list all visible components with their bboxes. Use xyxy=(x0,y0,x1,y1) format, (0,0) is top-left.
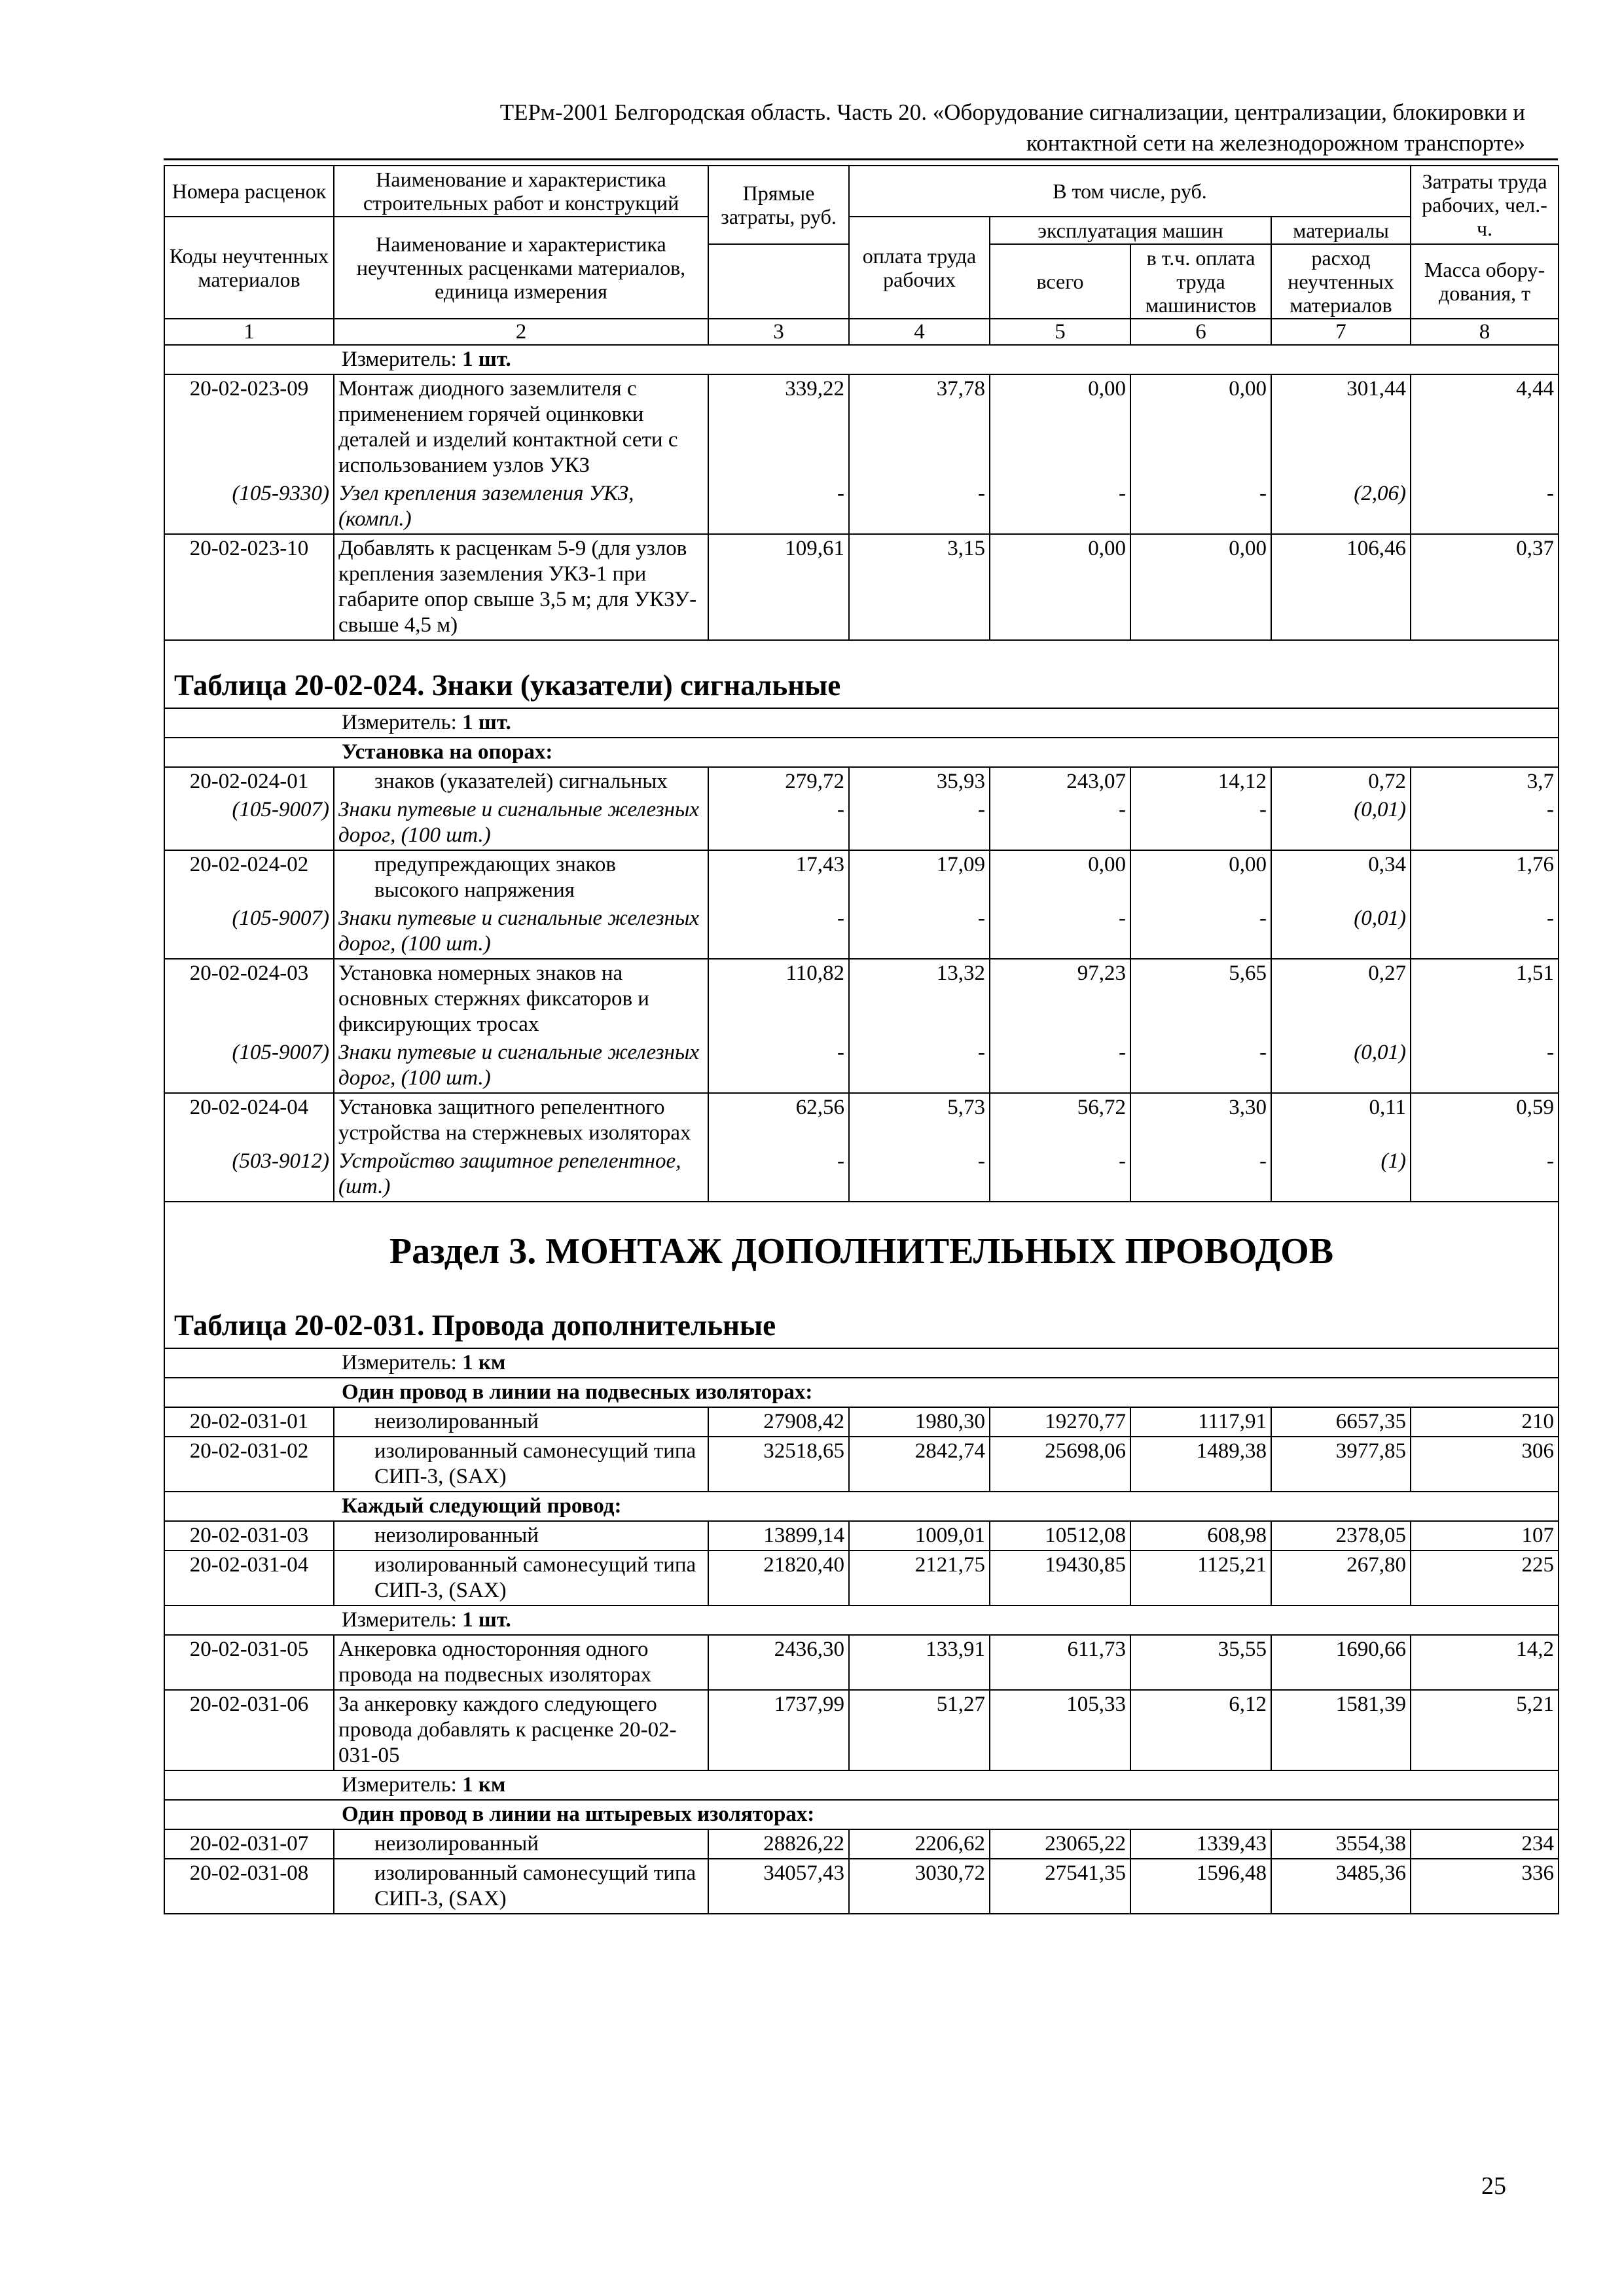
work-name xyxy=(334,959,708,1039)
work-name xyxy=(334,1690,708,1770)
col-operators-pay: в т.ч. оплата труда машинистов xyxy=(1130,244,1271,319)
measure-unit: 1 шт. xyxy=(462,711,511,734)
rate-row xyxy=(164,534,1559,640)
direct-costs-value: 13899,14 xyxy=(708,1521,849,1551)
col-material-codes: Коды неучтенных материалов xyxy=(164,217,334,319)
direct-costs-value: 1737,99 xyxy=(708,1690,849,1770)
material-name xyxy=(334,1147,708,1202)
materials-value: (2,06) xyxy=(1271,480,1411,534)
materials-value: 3485,36 xyxy=(1271,1859,1411,1914)
workers-pay-value: 3030,72 xyxy=(849,1859,990,1914)
col-labor-costs: Затраты труда рабочих, чел.-ч. xyxy=(1411,166,1559,244)
column-number: 3 xyxy=(708,319,849,345)
description-text: Монтаж диодного заземлителя с применением горячей оцинковки деталей и изделий контактной сети с использованием узлов УКЗ xyxy=(338,377,678,477)
rate-code: 20-02-024-03 xyxy=(164,959,334,1039)
direct-costs-value: 28826,22 xyxy=(708,1829,849,1859)
operators-pay-value: - xyxy=(1130,796,1271,850)
machines-total-value: 19270,77 xyxy=(990,1407,1130,1437)
measure-cell xyxy=(164,708,1559,738)
direct-costs-value: 109,61 xyxy=(708,534,849,640)
rate-row xyxy=(164,1093,1559,1147)
operators-pay-value: - xyxy=(1130,905,1271,959)
rate-code: 20-02-031-07 xyxy=(164,1829,334,1859)
direct-costs-value: 17,43 xyxy=(708,850,849,905)
col-direct-costs: Прямые затраты, руб. xyxy=(708,166,849,244)
work-name xyxy=(334,850,708,905)
workers-pay-value: 37,78 xyxy=(849,374,990,480)
workers-pay-value: 2842,74 xyxy=(849,1437,990,1492)
labor-costs-value: - xyxy=(1411,905,1559,959)
measure-row xyxy=(164,345,1559,374)
measure-label: Измеритель: xyxy=(342,1773,457,1797)
header-rule xyxy=(164,158,1558,160)
direct-costs-value: - xyxy=(708,1039,849,1093)
materials-value: 267,80 xyxy=(1271,1551,1411,1605)
labor-costs-value: - xyxy=(1411,1147,1559,1202)
subheading: Установка на опорах: xyxy=(164,738,1559,767)
workers-pay-value: 35,93 xyxy=(849,767,990,796)
work-name xyxy=(334,1551,708,1605)
workers-pay-value: 17,09 xyxy=(849,850,990,905)
rate-code: 20-02-031-05 xyxy=(164,1635,334,1690)
work-name xyxy=(334,1521,708,1551)
running-header xyxy=(164,97,1525,158)
rate-code: 20-02-031-08 xyxy=(164,1859,334,1914)
workers-pay-value: 51,27 xyxy=(849,1690,990,1770)
rates-table xyxy=(164,165,1559,1914)
labor-costs-value: 210 xyxy=(1411,1407,1559,1437)
work-name xyxy=(334,1829,708,1859)
operators-pay-value: 3,30 xyxy=(1130,1093,1271,1147)
materials-value: 106,46 xyxy=(1271,534,1411,640)
materials-value: 1581,39 xyxy=(1271,1690,1411,1770)
col-material-consumption: расход неучтенных материалов xyxy=(1271,244,1411,319)
rate-code: 20-02-023-10 xyxy=(164,534,334,640)
materials-value: 0,11 xyxy=(1271,1093,1411,1147)
labor-costs-value: - xyxy=(1411,1039,1559,1093)
description-text: Знаки путевые и сигнальные железных дорог, (100 шт.) xyxy=(338,1041,700,1090)
operators-pay-value: 6,12 xyxy=(1130,1690,1271,1770)
description-text: предупреждающих знаков высокого напряжения xyxy=(374,853,616,902)
operators-pay-value: 14,12 xyxy=(1130,767,1271,796)
table-title-row xyxy=(164,640,1559,708)
materials-value: (0,01) xyxy=(1271,905,1411,959)
materials-value: 6657,35 xyxy=(1271,1407,1411,1437)
workers-pay-value: - xyxy=(849,905,990,959)
machines-total-value: - xyxy=(990,905,1130,959)
measure-label: Измеритель: xyxy=(342,711,457,734)
material-row xyxy=(164,796,1559,850)
machines-total-value: 27541,35 xyxy=(990,1859,1130,1914)
measure-cell xyxy=(164,1348,1559,1378)
table-head xyxy=(164,166,1559,345)
machines-total-value: 0,00 xyxy=(990,374,1130,480)
work-name xyxy=(334,534,708,640)
description-text: неизолированный xyxy=(374,1524,539,1547)
material-code: (503-9012) xyxy=(164,1147,334,1202)
material-row xyxy=(164,1147,1559,1202)
section-title-row xyxy=(164,1202,1559,1281)
rate-code: 20-02-031-03 xyxy=(164,1521,334,1551)
machines-total-value: 25698,06 xyxy=(990,1437,1130,1492)
rate-row xyxy=(164,1635,1559,1690)
workers-pay-value: - xyxy=(849,1039,990,1093)
description-text: Добавлять к расценкам 5-9 (для узлов крепления заземления УКЗ-1 при габарите опор свыше 3,5 м; для УКЗУ-свыше 4,5 м) xyxy=(338,537,697,637)
column-number: 1 xyxy=(164,319,334,345)
work-name xyxy=(334,1635,708,1690)
workers-pay-value: 2121,75 xyxy=(849,1551,990,1605)
material-code: (105-9007) xyxy=(164,1039,334,1093)
column-number: 4 xyxy=(849,319,990,345)
materials-value: 0,27 xyxy=(1271,959,1411,1039)
rate-code: 20-02-031-04 xyxy=(164,1551,334,1605)
materials-value: (0,01) xyxy=(1271,1039,1411,1093)
labor-costs-value: 5,21 xyxy=(1411,1690,1559,1770)
rate-row xyxy=(164,767,1559,796)
col-equipment-mass: Масса обору-дования, т xyxy=(1411,244,1559,319)
direct-costs-value: 2436,30 xyxy=(708,1635,849,1690)
material-name xyxy=(334,1039,708,1093)
header-line-1: ТЕРм-2001 Белгородская область. Часть 20. «Оборудование сигнализации, централизации, блокировки и xyxy=(499,99,1525,125)
description-text: Установка номерных знаков на основных стержнях фиксаторов и фиксирующих тросах xyxy=(338,961,649,1036)
col-direct-costs-cont xyxy=(708,244,849,319)
materials-value: 3977,85 xyxy=(1271,1437,1411,1492)
operators-pay-value: 35,55 xyxy=(1130,1635,1271,1690)
description-text: Устройство защитное репелентное, (шт.) xyxy=(338,1149,681,1198)
materials-value: 0,34 xyxy=(1271,850,1411,905)
material-name xyxy=(334,905,708,959)
rate-row xyxy=(164,850,1559,905)
operators-pay-value: - xyxy=(1130,1147,1271,1202)
description-text: неизолированный xyxy=(374,1832,539,1856)
direct-costs-value: 279,72 xyxy=(708,767,849,796)
operators-pay-value: - xyxy=(1130,1039,1271,1093)
column-number: 5 xyxy=(990,319,1130,345)
rate-code: 20-02-024-04 xyxy=(164,1093,334,1147)
workers-pay-value: 133,91 xyxy=(849,1635,990,1690)
machines-total-value: - xyxy=(990,1039,1130,1093)
machines-total-value: - xyxy=(990,796,1130,850)
workers-pay-value: - xyxy=(849,1147,990,1202)
materials-value: (1) xyxy=(1271,1147,1411,1202)
subheading-row xyxy=(164,738,1559,767)
rate-code: 20-02-031-01 xyxy=(164,1407,334,1437)
description-text: изолированный самонесущий типа СИП-3, (SAX) xyxy=(374,1861,696,1910)
measure-unit: 1 шт. xyxy=(462,1608,511,1632)
col-group-materials: материалы xyxy=(1271,217,1411,244)
machines-total-value: 23065,22 xyxy=(990,1829,1130,1859)
work-name xyxy=(334,1407,708,1437)
description-text: Знаки путевые и сигнальные железных дорог, (100 шт.) xyxy=(338,906,700,956)
direct-costs-value: 110,82 xyxy=(708,959,849,1039)
col-rate-number: Номера расценок xyxy=(164,166,334,217)
material-row xyxy=(164,1039,1559,1093)
material-name xyxy=(334,796,708,850)
machines-total-value: 0,00 xyxy=(990,534,1130,640)
measure-label: Измеритель: xyxy=(342,1351,457,1374)
measure-row xyxy=(164,708,1559,738)
measure-row xyxy=(164,1348,1559,1378)
direct-costs-value: - xyxy=(708,480,849,534)
workers-pay-value: - xyxy=(849,480,990,534)
material-code: (105-9007) xyxy=(164,796,334,850)
description-text: изолированный самонесущий типа СИП-3, (SAX) xyxy=(374,1553,696,1602)
measure-row xyxy=(164,1770,1559,1800)
machines-total-value: 0,00 xyxy=(990,850,1130,905)
rate-row xyxy=(164,1521,1559,1551)
subheading: Один провод в линии на подвесных изоляторах: xyxy=(164,1378,1559,1407)
operators-pay-value: 0,00 xyxy=(1130,374,1271,480)
rate-row xyxy=(164,1690,1559,1770)
table-title-row xyxy=(164,1281,1559,1348)
labor-costs-value: 14,2 xyxy=(1411,1635,1559,1690)
description-text: Знаки путевые и сигнальные железных дорог, (100 шт.) xyxy=(338,798,700,847)
description-text: Установка защитного репелентного устройства на стержневых изоляторах xyxy=(338,1096,691,1145)
machines-total-value: 243,07 xyxy=(990,767,1130,796)
workers-pay-value: 1980,30 xyxy=(849,1407,990,1437)
rate-code: 20-02-024-02 xyxy=(164,850,334,905)
table-body xyxy=(164,345,1559,1914)
rate-row xyxy=(164,1829,1559,1859)
labor-costs-value: 0,37 xyxy=(1411,534,1559,640)
materials-value: (0,01) xyxy=(1271,796,1411,850)
col-material-names: Наименование и характеристика неучтенных расценками материалов, единица измерения xyxy=(334,217,708,319)
direct-costs-value: 62,56 xyxy=(708,1093,849,1147)
machines-total-value: 56,72 xyxy=(990,1093,1130,1147)
subheading-row xyxy=(164,1492,1559,1521)
col-workers-pay: оплата труда рабочих xyxy=(849,217,990,319)
rate-row xyxy=(164,1859,1559,1914)
work-name xyxy=(334,767,708,796)
work-name xyxy=(334,1859,708,1914)
workers-pay-value: 13,32 xyxy=(849,959,990,1039)
description-text: За анкеровку каждого следующего провода добавлять к расценке 20-02-031-05 xyxy=(338,1693,677,1767)
table-title: Таблица 20-02-024. Знаки (указатели) сигнальные xyxy=(164,640,1559,708)
subheading-row xyxy=(164,1800,1559,1829)
rate-row xyxy=(164,1551,1559,1605)
table-title: Таблица 20-02-031. Провода дополнительные xyxy=(164,1281,1559,1348)
measure-cell xyxy=(164,1605,1559,1635)
labor-costs-value: 234 xyxy=(1411,1829,1559,1859)
material-code: (105-9330) xyxy=(164,480,334,534)
direct-costs-value: 34057,43 xyxy=(708,1859,849,1914)
machines-total-value: - xyxy=(990,480,1130,534)
column-number: 8 xyxy=(1411,319,1559,345)
measure-cell xyxy=(164,345,1559,374)
rate-row xyxy=(164,1407,1559,1437)
direct-costs-value: - xyxy=(708,796,849,850)
measure-cell xyxy=(164,1770,1559,1800)
materials-value: 3554,38 xyxy=(1271,1829,1411,1859)
column-number: 6 xyxy=(1130,319,1271,345)
col-group-including: В том числе, руб. xyxy=(849,166,1411,217)
labor-costs-value: - xyxy=(1411,480,1559,534)
description-text: изолированный самонесущий типа СИП-3, (SAX) xyxy=(374,1439,696,1488)
direct-costs-value: 27908,42 xyxy=(708,1407,849,1437)
labor-costs-value: 107 xyxy=(1411,1521,1559,1551)
workers-pay-value: 1009,01 xyxy=(849,1521,990,1551)
operators-pay-value: 1489,38 xyxy=(1130,1437,1271,1492)
workers-pay-value: 2206,62 xyxy=(849,1829,990,1859)
rate-code: 20-02-031-02 xyxy=(164,1437,334,1492)
material-code: (105-9007) xyxy=(164,905,334,959)
labor-costs-value: 1,76 xyxy=(1411,850,1559,905)
description-text: Узел крепления заземления УКЗ, (компл.) xyxy=(338,482,634,531)
rate-code: 20-02-031-06 xyxy=(164,1690,334,1770)
column-number: 7 xyxy=(1271,319,1411,345)
materials-value: 0,72 xyxy=(1271,767,1411,796)
section-title: Раздел 3. МОНТАЖ ДОПОЛНИТЕЛЬНЫХ ПРОВОДОВ xyxy=(164,1202,1559,1281)
column-number: 2 xyxy=(334,319,708,345)
labor-costs-value: - xyxy=(1411,796,1559,850)
material-row xyxy=(164,905,1559,959)
subheading: Один провод в линии на штыревых изоляторах: xyxy=(164,1800,1559,1829)
rate-code: 20-02-024-01 xyxy=(164,767,334,796)
measure-unit: 1 км xyxy=(462,1351,506,1374)
material-name xyxy=(334,480,708,534)
work-name xyxy=(334,1093,708,1147)
col-group-machines: эксплуатация машин xyxy=(990,217,1271,244)
direct-costs-value: - xyxy=(708,905,849,959)
measure-unit: 1 км xyxy=(462,1773,506,1797)
description-text: Анкеровка односторонняя одного провода на подвесных изоляторах xyxy=(338,1638,652,1687)
rate-row xyxy=(164,1437,1559,1492)
direct-costs-value: 339,22 xyxy=(708,374,849,480)
subheading: Каждый следующий провод: xyxy=(164,1492,1559,1521)
operators-pay-value: 5,65 xyxy=(1130,959,1271,1039)
workers-pay-value: 5,73 xyxy=(849,1093,990,1147)
description-text: неизолированный xyxy=(374,1410,539,1433)
operators-pay-value: 1117,91 xyxy=(1130,1407,1271,1437)
material-row xyxy=(164,480,1559,534)
direct-costs-value: - xyxy=(708,1147,849,1202)
operators-pay-value: 0,00 xyxy=(1130,534,1271,640)
col-machines-total: всего xyxy=(990,244,1130,319)
direct-costs-value: 32518,65 xyxy=(708,1437,849,1492)
direct-costs-value: 21820,40 xyxy=(708,1551,849,1605)
rate-row xyxy=(164,959,1559,1039)
labor-costs-value: 4,44 xyxy=(1411,374,1559,480)
machines-total-value: - xyxy=(990,1147,1130,1202)
machines-total-value: 97,23 xyxy=(990,959,1130,1039)
labor-costs-value: 225 xyxy=(1411,1551,1559,1605)
labor-costs-value: 0,59 xyxy=(1411,1093,1559,1147)
materials-value: 1690,66 xyxy=(1271,1635,1411,1690)
rate-row xyxy=(164,374,1559,480)
operators-pay-value: 1339,43 xyxy=(1130,1829,1271,1859)
labor-costs-value: 3,7 xyxy=(1411,767,1559,796)
workers-pay-value: - xyxy=(849,796,990,850)
measure-label: Измеритель: xyxy=(342,348,457,371)
workers-pay-value: 3,15 xyxy=(849,534,990,640)
machines-total-value: 611,73 xyxy=(990,1635,1130,1690)
labor-costs-value: 306 xyxy=(1411,1437,1559,1492)
description-text: знаков (указателей) сигнальных xyxy=(374,770,668,793)
operators-pay-value: - xyxy=(1130,480,1271,534)
materials-value: 301,44 xyxy=(1271,374,1411,480)
labor-costs-value: 336 xyxy=(1411,1859,1559,1914)
column-number-row xyxy=(164,319,1559,345)
page-number: 25 xyxy=(1481,2172,1506,2200)
operators-pay-value: 1596,48 xyxy=(1130,1859,1271,1914)
work-name xyxy=(334,1437,708,1492)
header-line-2: контактной сети на железнодорожном транспорте» xyxy=(1026,130,1525,156)
work-name xyxy=(334,374,708,480)
machines-total-value: 10512,08 xyxy=(990,1521,1130,1551)
rate-code: 20-02-023-09 xyxy=(164,374,334,480)
measure-row xyxy=(164,1605,1559,1635)
operators-pay-value: 1125,21 xyxy=(1130,1551,1271,1605)
col-work-name: Наименование и характеристика строительных работ и конструкций xyxy=(334,166,708,217)
measure-label: Измеритель: xyxy=(342,1608,457,1632)
labor-costs-value: 1,51 xyxy=(1411,959,1559,1039)
machines-total-value: 19430,85 xyxy=(990,1551,1130,1605)
operators-pay-value: 0,00 xyxy=(1130,850,1271,905)
machines-total-value: 105,33 xyxy=(990,1690,1130,1770)
subheading-row xyxy=(164,1378,1559,1407)
operators-pay-value: 608,98 xyxy=(1130,1521,1271,1551)
materials-value: 2378,05 xyxy=(1271,1521,1411,1551)
measure-unit: 1 шт. xyxy=(462,348,511,371)
rates-table-frame xyxy=(164,165,1558,1914)
